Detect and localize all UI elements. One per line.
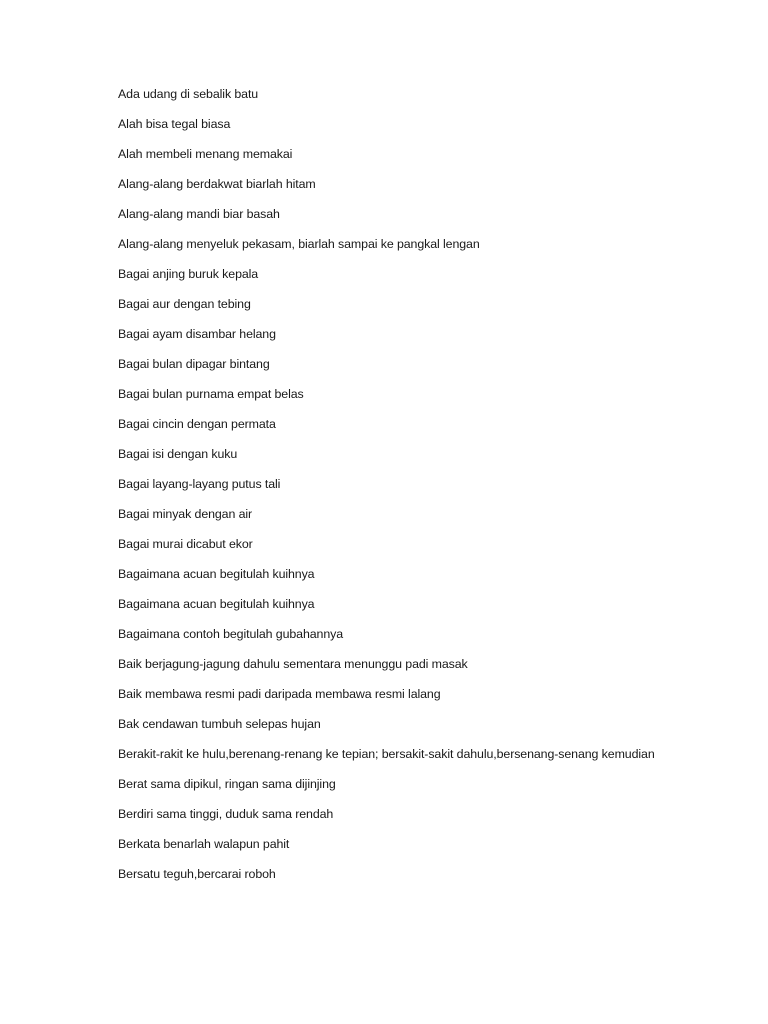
proverb-line: Bagai ayam disambar helang [118, 327, 276, 341]
proverb-line: Bagaimana acuan begitulah kuihnya [118, 567, 315, 581]
proverb-line: Bagai cincin dengan permata [118, 417, 276, 431]
proverb-line: Baik membawa resmi padi daripada membawa resmi lalang [118, 687, 441, 701]
proverb-line: Bagai anjing buruk kepala [118, 267, 259, 281]
proverb-line: Bagai bulan dipagar bintang [118, 357, 270, 371]
proverb-line: Bagai isi dengan kuku [118, 447, 238, 461]
proverb-line: Berkata benarlah walapun pahit [118, 837, 290, 851]
proverb-line: Bagai murai dicabut ekor [118, 537, 253, 551]
proverb-line: Bak cendawan tumbuh selepas hujan [118, 717, 321, 731]
proverb-line: Alang-alang berdakwat biarlah hitam [118, 177, 316, 191]
proverb-line: Bersatu teguh,bercarai roboh [118, 867, 276, 881]
proverb-line: Alang-alang menyeluk pekasam, biarlah sampai ke pangkal lengan [118, 237, 480, 251]
proverb-line: Berat sama dipikul, ringan sama dijinjing [118, 777, 336, 791]
proverb-line: Berakit-rakit ke hulu,berenang-renang ke tepian; bersakit-sakit dahulu,bersenang-senang kemudian [118, 747, 655, 761]
proverb-line: Berdiri sama tinggi, duduk sama rendah [118, 807, 334, 821]
proverb-line: Bagaimana contoh begitulah gubahannya [118, 627, 344, 641]
proverb-line: Ada udang di sebalik batu [118, 87, 259, 101]
proverb-line: Alah bisa tegal biasa [118, 117, 231, 131]
proverb-line: Baik berjagung-jagung dahulu sementara menunggu padi masak [118, 657, 468, 671]
proverb-line: Bagai bulan purnama empat belas [118, 387, 304, 401]
proverb-line: Bagai minyak dengan air [118, 507, 253, 521]
proverb-line: Alah membeli menang memakai [118, 147, 293, 161]
proverb-line: Alang-alang mandi biar basah [118, 207, 280, 221]
proverb-line: Bagai layang-layang putus tali [118, 477, 281, 491]
proverb-list [118, 86, 655, 896]
proverb-line: Bagaimana acuan begitulah kuihnya [118, 597, 315, 611]
proverb-line: Bagai aur dengan tebing [118, 297, 251, 311]
